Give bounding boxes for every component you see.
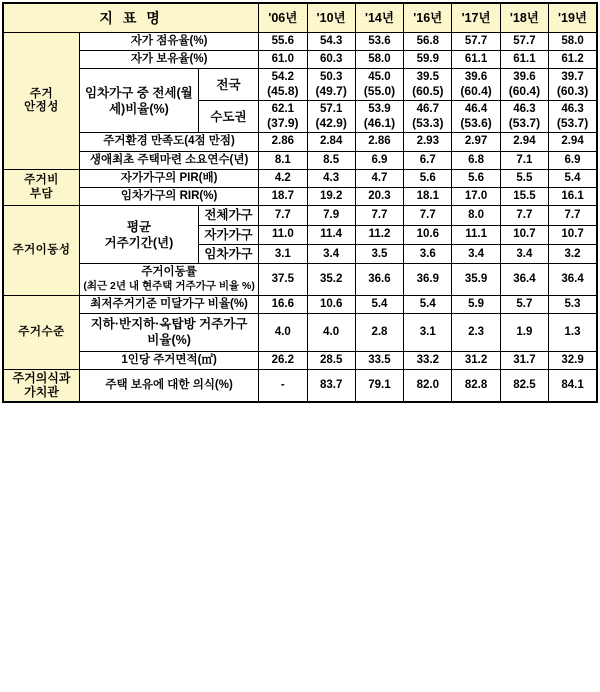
cell-value: 5.4 <box>404 295 452 313</box>
cell-value: 18.1 <box>404 188 452 206</box>
housing-statistics-table <box>2 2 598 403</box>
cell-value: 8.5 <box>307 151 355 169</box>
cell-value: 61.0 <box>259 51 307 69</box>
table-row <box>3 169 597 187</box>
row-label-pir: 자가가구의 PIR(배) <box>80 169 259 187</box>
cell-value: 3.4 <box>452 245 500 264</box>
cell-value: 84.1 <box>549 369 597 402</box>
cell-value: 8.1 <box>259 151 307 169</box>
cell-value: 79.1 <box>355 369 403 402</box>
table-row <box>3 69 597 101</box>
cell-value: 2.84 <box>307 133 355 151</box>
cell-value: 3.6 <box>404 245 452 264</box>
row-sublabel-all-households: 전체가구 <box>198 206 258 225</box>
cell-value: 82.8 <box>452 369 500 402</box>
cell-value: 35.9 <box>452 264 500 295</box>
cell-value: 4.2 <box>259 169 307 187</box>
cell-value: 5.6 <box>452 169 500 187</box>
category-label-line2: 가치관 <box>24 384 59 399</box>
cell-value: 5.3 <box>549 295 597 313</box>
cell-value: 3.1 <box>259 245 307 264</box>
cell-value: 7.9 <box>307 206 355 225</box>
cell-value: 62.1 (37.9) <box>259 101 307 133</box>
cell-value: 36.4 <box>500 264 548 295</box>
cell-value: 10.7 <box>500 225 548 244</box>
cell-value: 15.5 <box>500 188 548 206</box>
cell-value: 39.6 (60.4) <box>500 69 548 101</box>
row-sublabel-renter-households: 임차가구 <box>198 245 258 264</box>
cell-value: 54.2 (45.8) <box>259 69 307 101</box>
cell-value: 7.7 <box>404 206 452 225</box>
cell-value: 2.94 <box>500 133 548 151</box>
cell-value: 57.1 (42.9) <box>307 101 355 133</box>
table-row <box>3 151 597 169</box>
cell-value: 2.8 <box>355 314 403 352</box>
header-year-2017: '17년 <box>452 3 500 33</box>
table-row <box>3 351 597 369</box>
cell-value: 32.9 <box>549 351 597 369</box>
cell-value: 7.7 <box>355 206 403 225</box>
row-label-self-ownership-rate: 자가 보유율(%) <box>80 51 259 69</box>
cell-value: 5.4 <box>355 295 403 313</box>
cell-value: 46.4 (53.6) <box>452 101 500 133</box>
category-housing-cost-burden <box>3 169 80 205</box>
cell-value: 58.0 <box>549 33 597 51</box>
cell-value: 2.86 <box>355 133 403 151</box>
cell-value: 83.7 <box>307 369 355 402</box>
cell-value: 45.0 (55.0) <box>355 69 403 101</box>
row-label-jeonse-monthly-ratio: 임차가구 중 전세(월세)비율(%) <box>80 69 199 133</box>
cell-value: 26.2 <box>259 351 307 369</box>
cell-value: 61.1 <box>452 51 500 69</box>
cell-value: 31.2 <box>452 351 500 369</box>
header-year-2010: '10년 <box>307 3 355 33</box>
cell-value: 58.0 <box>355 51 403 69</box>
cell-value: 56.8 <box>404 33 452 51</box>
cell-value: 35.2 <box>307 264 355 295</box>
cell-value: 7.7 <box>259 206 307 225</box>
category-housing-mobility <box>3 206 80 296</box>
cell-value: 46.3 (53.7) <box>549 101 597 133</box>
cell-value: 5.4 <box>549 169 597 187</box>
header-year-2019: '19년 <box>549 3 597 33</box>
row-label-below-minimum-standard: 최저주거기준 미달가구 비율(%) <box>80 295 259 313</box>
row-label-average-residence-period: 평균 거주기간(년) <box>80 206 199 264</box>
header-year-2018: '18년 <box>500 3 548 33</box>
cell-value: 2.86 <box>259 133 307 151</box>
cell-value: 6.8 <box>452 151 500 169</box>
row-label-mobility-rate: 주거이동률 (최근 2년 내 현주택 거주가구 비율 %) <box>80 264 259 295</box>
cell-value: 33.5 <box>355 351 403 369</box>
header-year-2006: '06년 <box>259 3 307 33</box>
cell-value: 4.0 <box>259 314 307 352</box>
row-label-environment-satisfaction: 주거환경 만족도(4점 만점) <box>80 133 259 151</box>
cell-value: 61.1 <box>500 51 548 69</box>
category-housing-values <box>3 369 80 402</box>
cell-value: 39.6 (60.4) <box>452 69 500 101</box>
cell-value: 5.5 <box>500 169 548 187</box>
row-label-rir: 임차가구의 RIR(%) <box>80 188 259 206</box>
cell-value: 37.5 <box>259 264 307 295</box>
category-housing-stability <box>3 33 80 170</box>
cell-value: 8.0 <box>452 206 500 225</box>
row-label-basement-rooftop: 지하·반지하·옥탑방 거주가구 비율(%) <box>80 314 259 352</box>
cell-value: 11.0 <box>259 225 307 244</box>
cell-value: 4.7 <box>355 169 403 187</box>
cell-value: 61.2 <box>549 51 597 69</box>
cell-value: 59.9 <box>404 51 452 69</box>
cell-value: 39.5 (60.5) <box>404 69 452 101</box>
table-row <box>3 188 597 206</box>
cell-value: 57.7 <box>500 33 548 51</box>
cell-value: 16.6 <box>259 295 307 313</box>
cell-value: 53.6 <box>355 33 403 51</box>
cell-value: 2.93 <box>404 133 452 151</box>
header-indicator-name: 지 표 명 <box>3 3 259 33</box>
cell-value: 50.3 (49.7) <box>307 69 355 101</box>
cell-value: 7.7 <box>500 206 548 225</box>
cell-value: 3.1 <box>404 314 452 352</box>
category-label-line1: 주거수준 <box>18 325 65 338</box>
table-row <box>3 295 597 313</box>
row-sublabel-owner-households: 자가가구 <box>198 225 258 244</box>
cell-value: 5.9 <box>452 295 500 313</box>
cell-value: 31.7 <box>500 351 548 369</box>
category-label-line2: 부담 <box>29 187 54 200</box>
category-label-line1: 주거비 <box>24 174 59 187</box>
cell-value: 2.3 <box>452 314 500 352</box>
cell-value: 16.1 <box>549 188 597 206</box>
table-row <box>3 314 597 352</box>
row-label-first-home-years: 생애최초 주택마련 소요연수(년) <box>80 151 259 169</box>
cell-value: 55.6 <box>259 33 307 51</box>
category-label-line2: 안정성 <box>24 100 59 113</box>
cell-value: 18.7 <box>259 188 307 206</box>
cell-value: 7.7 <box>549 206 597 225</box>
cell-value: 3.5 <box>355 245 403 264</box>
cell-value: 82.5 <box>500 369 548 402</box>
header-year-2016: '16년 <box>404 3 452 33</box>
cell-value: 46.3 (53.7) <box>500 101 548 133</box>
cell-value: 36.9 <box>404 264 452 295</box>
category-label-line1: 주거의식과 <box>12 370 71 385</box>
table-row <box>3 264 597 295</box>
cell-value: 6.9 <box>549 151 597 169</box>
cell-value: 3.4 <box>500 245 548 264</box>
cell-value: 57.7 <box>452 33 500 51</box>
cell-value: 6.7 <box>404 151 452 169</box>
header-year-2014: '14년 <box>355 3 403 33</box>
row-sublabel-capital-area: 수도권 <box>198 101 258 133</box>
cell-value: 17.0 <box>452 188 500 206</box>
row-label-note: (최근 2년 내 현주택 거주가구 비율 %) <box>83 279 255 292</box>
cell-value: 19.2 <box>307 188 355 206</box>
cell-value: 11.4 <box>307 225 355 244</box>
cell-value: 2.94 <box>549 133 597 151</box>
cell-value: 6.9 <box>355 151 403 169</box>
cell-value: 4.3 <box>307 169 355 187</box>
cell-value: 11.1 <box>452 225 500 244</box>
cell-value: 60.3 <box>307 51 355 69</box>
row-label-ownership-attitude: 주택 보유에 대한 의식(%) <box>80 369 259 402</box>
category-housing-level <box>3 295 80 369</box>
table-row <box>3 206 597 225</box>
category-label-line1: 주거 <box>29 87 54 100</box>
cell-value: 39.7 (60.3) <box>549 69 597 101</box>
table-row <box>3 133 597 151</box>
cell-value: 11.2 <box>355 225 403 244</box>
table-row <box>3 51 597 69</box>
cell-value: - <box>259 369 307 402</box>
cell-value: 4.0 <box>307 314 355 352</box>
cell-value: 33.2 <box>404 351 452 369</box>
table-header-row <box>3 3 597 33</box>
cell-value: 36.4 <box>549 264 597 295</box>
row-label-self-occupancy-rate: 자가 점유율(%) <box>80 33 259 51</box>
row-sublabel-nationwide: 전국 <box>198 69 258 101</box>
cell-value: 36.6 <box>355 264 403 295</box>
category-label-line1: 주거이동성 <box>12 244 71 257</box>
cell-value: 3.2 <box>549 245 597 264</box>
cell-value: 20.3 <box>355 188 403 206</box>
cell-value: 46.7 (53.3) <box>404 101 452 133</box>
cell-value: 54.3 <box>307 33 355 51</box>
cell-value: 1.3 <box>549 314 597 352</box>
cell-value: 5.6 <box>404 169 452 187</box>
row-label-area-per-person: 1인당 주거면적(㎡) <box>80 351 259 369</box>
cell-value: 53.9 (46.1) <box>355 101 403 133</box>
cell-value: 2.97 <box>452 133 500 151</box>
cell-value: 3.4 <box>307 245 355 264</box>
cell-value: 10.7 <box>549 225 597 244</box>
cell-value: 10.6 <box>307 295 355 313</box>
cell-value: 28.5 <box>307 351 355 369</box>
cell-value: 7.1 <box>500 151 548 169</box>
table-row <box>3 369 597 402</box>
table-row <box>3 33 597 51</box>
cell-value: 82.0 <box>404 369 452 402</box>
cell-value: 5.7 <box>500 295 548 313</box>
cell-value: 1.9 <box>500 314 548 352</box>
cell-value: 10.6 <box>404 225 452 244</box>
